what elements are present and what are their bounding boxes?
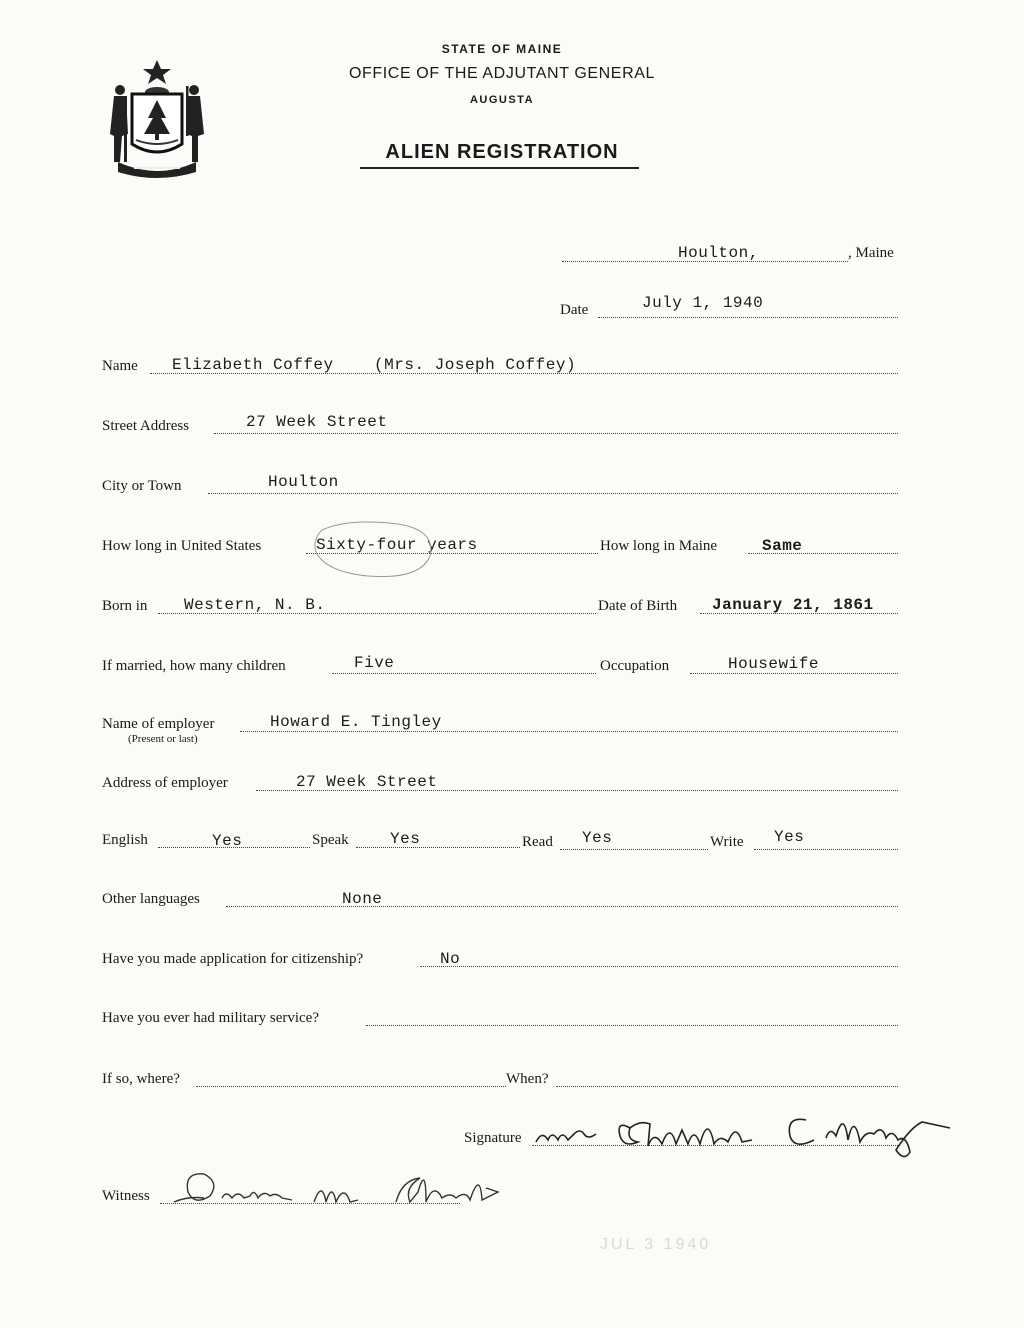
children-value: Five	[354, 654, 395, 672]
date-label: Date	[560, 302, 589, 318]
english-value: Yes	[212, 832, 243, 850]
dob-value: January 21, 1861	[712, 596, 874, 614]
city-label: City or Town	[102, 478, 182, 494]
where-dotted-line	[196, 1086, 506, 1087]
signature-handwriting	[530, 1100, 960, 1166]
title-underline	[360, 167, 639, 169]
where-label: If so, where?	[102, 1071, 180, 1087]
other-languages-value: None	[342, 890, 383, 908]
pencil-loop-mark	[308, 520, 438, 582]
occupation-value: Housewife	[728, 655, 819, 673]
date-dotted-line	[598, 317, 898, 318]
city-value: Houlton	[268, 473, 339, 491]
employer-sublabel: (Present or last)	[128, 733, 198, 745]
witness-label: Witness	[102, 1188, 150, 1204]
citizenship-label: Have you made application for citizenship?	[102, 951, 364, 967]
maine-time-value: Same	[762, 537, 803, 555]
read-dotted-line	[560, 849, 708, 850]
military-label: Have you ever had military service?	[102, 1010, 319, 1026]
date-value: July 1, 1940	[642, 294, 764, 312]
occupation-dotted-line	[690, 673, 898, 674]
street-label: Street Address	[102, 418, 190, 434]
us-time-value: Sixty-four years	[316, 536, 478, 554]
place-value: Houlton,	[678, 244, 759, 262]
employer-value: Howard E. Tingley	[270, 713, 442, 731]
citizenship-value: No	[440, 950, 461, 968]
dob-label: Date of Birth	[598, 598, 678, 614]
when-label: When?	[506, 1071, 549, 1087]
name-value: Elizabeth Coffey (Mrs. Joseph Coffey)	[172, 356, 577, 374]
header-state: STATE OF MAINE	[441, 42, 563, 56]
speak-dotted-line	[356, 847, 520, 848]
read-value: Yes	[582, 829, 613, 847]
write-dotted-line	[754, 849, 898, 850]
citizenship-dotted-line	[420, 966, 898, 967]
header-office: OFFICE OF THE ADJUTANT GENERAL	[348, 65, 656, 82]
speak-label: Speak	[312, 832, 349, 848]
us-time-label: How long in United States	[102, 538, 262, 554]
employer-dotted-line	[240, 731, 898, 732]
street-dotted-line	[214, 433, 898, 434]
signature-label: Signature	[464, 1130, 522, 1146]
military-dotted-line	[366, 1025, 898, 1026]
form-title: ALIEN REGISTRATION	[385, 141, 619, 163]
occupation-label: Occupation	[600, 658, 670, 674]
english-label: English	[102, 832, 148, 848]
other-languages-label: Other languages	[102, 891, 200, 907]
witness-handwriting	[164, 1162, 524, 1216]
write-value: Yes	[774, 828, 805, 846]
received-stamp: JUL 3 1940	[600, 1236, 712, 1253]
employer-address-label: Address of employer	[102, 775, 228, 791]
employer-address-value: 27 Week Street	[296, 773, 438, 791]
born-value: Western, N. B.	[184, 596, 326, 614]
children-dotted-line	[332, 673, 596, 674]
when-dotted-line	[556, 1086, 898, 1087]
born-label: Born in	[102, 598, 148, 614]
header-city: AUGUSTA	[469, 94, 535, 106]
place-suffix: , Maine	[848, 245, 894, 261]
write-label: Write	[710, 834, 744, 850]
other-languages-dotted-line	[226, 906, 898, 907]
city-dotted-line	[208, 493, 898, 494]
speak-value: Yes	[390, 830, 421, 848]
street-value: 27 Week Street	[246, 413, 388, 431]
name-label: Name	[102, 358, 138, 374]
children-label: If married, how many children	[102, 658, 286, 674]
read-label: Read	[522, 834, 553, 850]
employer-label: Name of employer	[102, 716, 215, 732]
maine-time-label: How long in Maine	[600, 538, 718, 554]
